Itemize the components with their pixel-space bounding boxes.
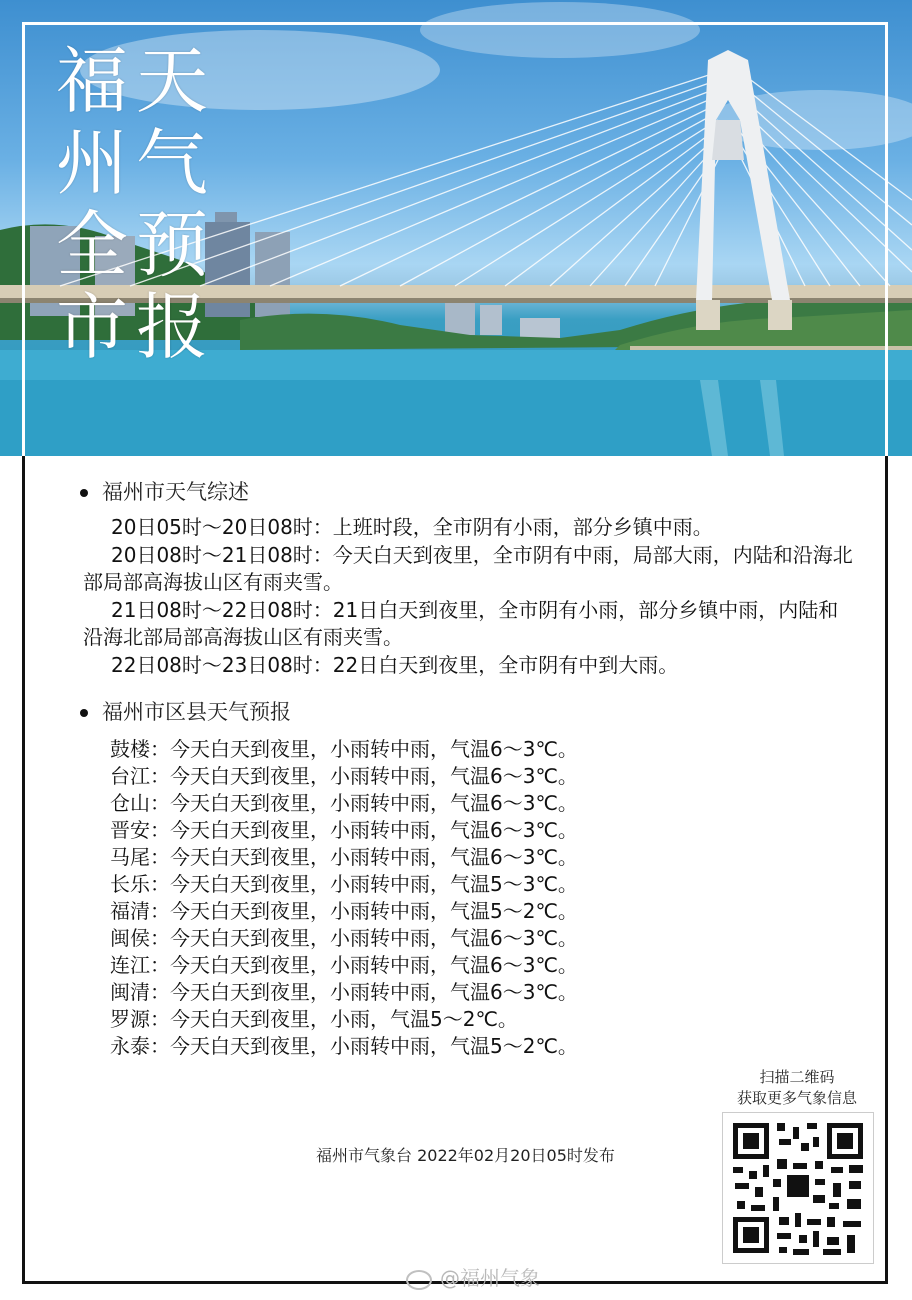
districts-heading xyxy=(80,696,291,726)
list-item: 福清：今天白天到夜里，小雨转中雨，气温5～2℃。 xyxy=(110,899,578,923)
district-forecast-list xyxy=(110,736,578,1060)
hero-banner xyxy=(0,0,912,456)
list-item: 永泰：今天白天到夜里，小雨转中雨，气温5～2℃。 xyxy=(110,1034,578,1058)
qr-code-icon[interactable] xyxy=(722,1112,874,1264)
weibo-icon xyxy=(406,1270,432,1290)
title-column-1 xyxy=(52,40,132,368)
summary-paragraph: 21日08时～22日08时：21日白天到夜里，全市阴有小雨，部分乡镇中雨，内陆和沿海北部局部高海拔山区有雨夹雪。 xyxy=(83,597,839,649)
qr-code-graphic xyxy=(723,1113,873,1263)
watermark-text: @福州气象 xyxy=(440,1266,540,1290)
title-char: 州 xyxy=(55,121,128,205)
summary-paragraph: 20日05时～20日08时：上班时段，全市阴有小雨，部分乡镇中雨。 xyxy=(111,515,713,539)
title-char: 福 xyxy=(55,39,128,123)
list-item: 长乐：今天白天到夜里，小雨转中雨，气温5～3℃。 xyxy=(110,872,578,896)
list-item: 罗源：今天白天到夜里，小雨，气温5～2℃。 xyxy=(110,1007,518,1031)
summary-paragraph: 20日08时～21日08时：今天白天到夜里，全市阴有中雨，局部大雨，内陆和沿海北部局部高海拔山区有雨夹雪。 xyxy=(83,542,853,594)
qr-caption-line1: 扫描二维码 xyxy=(759,1068,835,1086)
title-char: 全 xyxy=(55,203,128,287)
bullet-icon xyxy=(80,709,88,717)
title-char: 市 xyxy=(55,285,128,369)
title-char: 气 xyxy=(135,121,208,205)
title-char: 报 xyxy=(135,285,208,369)
title-char: 天 xyxy=(135,39,208,123)
list-item: 闽侯：今天白天到夜里，小雨转中雨，气温6～3℃。 xyxy=(110,926,578,950)
list-item: 连江：今天白天到夜里，小雨转中雨，气温6～3℃。 xyxy=(110,953,578,977)
list-item: 鼓楼：今天白天到夜里，小雨转中雨，气温6～3℃。 xyxy=(110,737,578,761)
list-item: 闽清：今天白天到夜里，小雨转中雨，气温6～3℃。 xyxy=(110,980,578,1004)
districts-heading-text: 福州市区县天气预报 xyxy=(102,700,291,724)
list-item: 仓山：今天白天到夜里，小雨转中雨，气温6～3℃。 xyxy=(110,791,578,815)
list-item: 晋安：今天白天到夜里，小雨转中雨，气温6～3℃。 xyxy=(110,818,578,842)
title-char: 预 xyxy=(135,203,208,287)
title-column-2 xyxy=(132,40,212,368)
summary-text xyxy=(83,514,853,679)
summary-heading-text: 福州市天气综述 xyxy=(102,480,249,504)
bullet-icon xyxy=(80,489,88,497)
weibo-watermark xyxy=(406,1262,540,1291)
summary-heading xyxy=(80,476,249,506)
list-item: 马尾：今天白天到夜里，小雨转中雨，气温6～3℃。 xyxy=(110,845,578,869)
qr-caption-line2: 获取更多气象信息 xyxy=(736,1089,857,1107)
summary-paragraph: 22日08时～23日08时：22日白天到夜里，全市阴有中到大雨。 xyxy=(111,652,679,677)
publisher-line: 福州市气象台 2022年02月20日05时发布 xyxy=(316,1146,615,1165)
list-item: 台江：今天白天到夜里，小雨转中雨，气温6～3℃。 xyxy=(110,764,578,788)
